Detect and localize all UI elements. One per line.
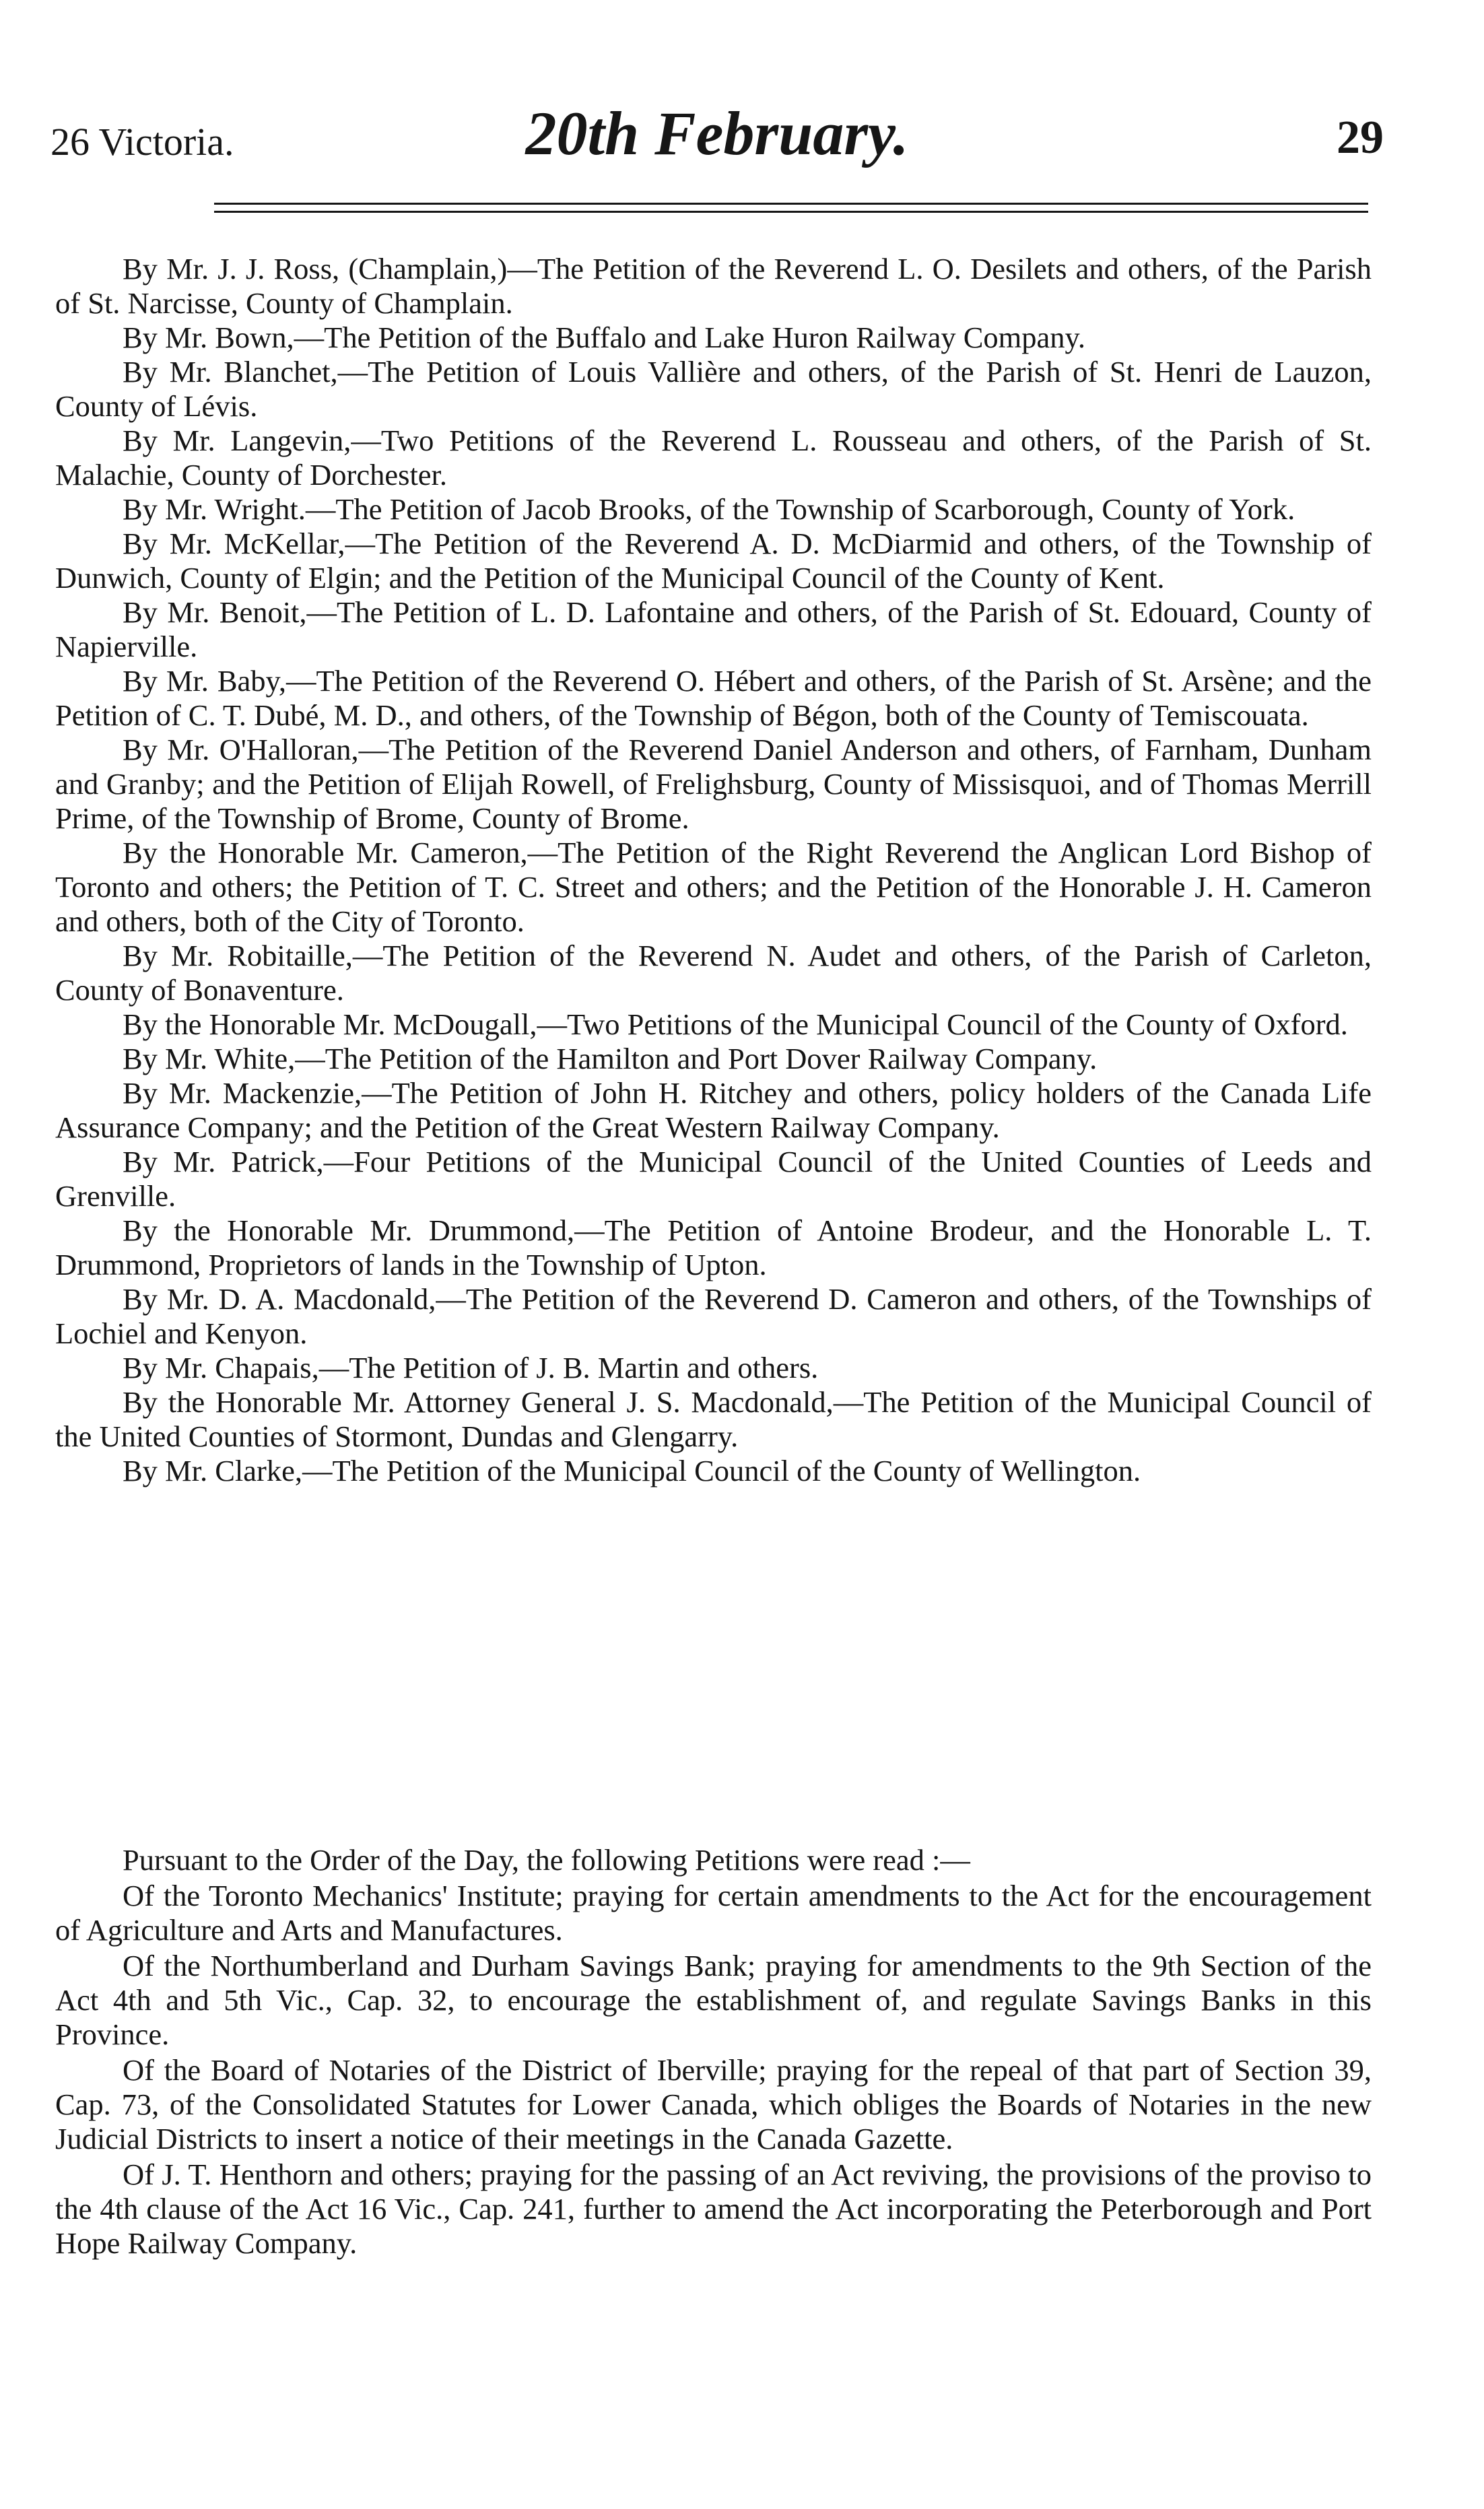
petition-read-paragraph: Of J. T. Henthorn and others; praying for the passing of an Act reviving, the provisions of the proviso to the 4th clause of the Act 16 Vic., Cap. 241, further to amend the Act incorporating the Peterborough and Port Hope Railway Company. [55,2157,1372,2260]
session-label: 26 Victoria. [50,120,234,164]
petition-paragraph: By the Honorable Mr. McDougall,—Two Petitions of the Municipal Council of the County of Oxford. [123,1007,1348,1041]
petitions-presented-section [55,252,1372,1488]
petition-paragraph: By Mr. Patrick,—Four Petitions of the Municipal Council of the United Counties of Leeds and Grenville. [55,1145,1372,1213]
header-rule [214,211,1368,213]
page-date: 20th February. [525,99,909,168]
petition-read-paragraph: Of the Northumberland and Durham Savings Bank; praying for amendments to the 9th Section of the Act 4th and 5th Vic., Cap. 32, to encourage the establishment of, and regulate Savings Banks in this Province. [55,1949,1372,2051]
petition-paragraph: By Mr. O'Halloran,—The Petition of the Reverend Daniel Anderson and others, of Farnham, Dunham and Granby; and the Petition of Elijah Rowell, of Frelighsburg, County of Missisquoi, and of Thomas Merrill Prime, of the Township of Brome, County of Brome. [55,733,1372,835]
petition-paragraph: By Mr. Chapais,—The Petition of J. B. Martin and others. [123,1351,819,1384]
petition-paragraph: By Mr. Mackenzie,—The Petition of John H. Ritchey and others, policy holders of the Canada Life Assurance Company; and the Petition of the Great Western Railway Company. [55,1076,1372,1144]
order-of-day-paragraph: Pursuant to the Order of the Day, the following Petitions were read :— [123,1843,970,1877]
petition-paragraph: By Mr. White,—The Petition of the Hamilton and Port Dover Railway Company. [123,1042,1098,1075]
petition-paragraph: By the Honorable Mr. Cameron,—The Petition of the Right Reverend the Anglican Lord Bishop of Toronto and others; the Petition of T. C. Street and others; and the Petition of the Honorable J. H. Cameron and others, both of the City of Toronto. [55,836,1372,938]
petition-paragraph: By Mr. McKellar,—The Petition of the Reverend A. D. McDiarmid and others, of the Township of Dunwich, County of Elgin; and the Petition of the Municipal Council of the County of Kent. [55,527,1372,595]
petition-paragraph: By the Honorable Mr. Drummond,—The Petition of Antoine Brodeur, and the Honorable L. T. Drummond, Proprietors of lands in the Township of Upton. [55,1213,1372,1281]
petition-paragraph: By Mr. Baby,—The Petition of the Reverend O. Hébert and others, of the Parish of St. Arsène; and the Petition of C. T. Dubé, M. D., and others, of the Township of Bégon, both of the County of Temiscouata. [55,664,1372,732]
petitions-read-section [55,1843,1372,2262]
page-number: 29 [1337,112,1384,164]
petition-paragraph: By Mr. Clarke,—The Petition of the Municipal Council of the County of Wellington. [123,1454,1141,1487]
petition-read-paragraph: Of the Toronto Mechanics' Institute; praying for certain amendments to the Act for the encouragement of Agriculture and Arts and Manufactures. [55,1879,1372,1947]
petition-paragraph: By Mr. Bown,—The Petition of the Buffalo and Lake Huron Railway Company. [123,321,1085,354]
petition-paragraph: By Mr. Robitaille,—The Petition of the Reverend N. Audet and others, of the Parish of Carleton, County of Bonaventure. [55,939,1372,1007]
petition-paragraph: By Mr. Blanchet,—The Petition of Louis Vallière and others, of the Parish of St. Henri de Lauzon, County of Lévis. [55,355,1372,423]
petition-read-paragraph: Of the Board of Notaries of the District of Iberville; praying for the repeal of that part of Section 39, Cap. 73, of the Consolidated Statutes for Lower Canada, which obliges the Boards of Notaries in the new Judicial Districts to insert a notice of their meetings in the Canada Gazette. [55,2053,1372,2155]
petition-paragraph: By Mr. J. J. Ross, (Champlain,)—The Petition of the Reverend L. O. Desilets and others, of the Parish of St. Narcisse, County of Champlain. [55,252,1372,320]
petition-paragraph: By the Honorable Mr. Attorney General J. S. Macdonald,—The Petition of the Municipal Council of the United Counties of Stormont, Dundas and Glengarry. [55,1385,1372,1453]
petition-paragraph: By Mr. D. A. Macdonald,—The Petition of the Reverend D. Cameron and others, of the Townships of Lochiel and Kenyon. [55,1282,1372,1350]
header-rule [214,203,1368,205]
page-header [50,98,1384,172]
petition-paragraph: By Mr. Wright.—The Petition of Jacob Brooks, of the Township of Scarborough, County of York. [123,492,1295,526]
petition-paragraph: By Mr. Langevin,—Two Petitions of the Reverend L. Rousseau and others, of the Parish of St. Malachie, County of Dorchester. [55,424,1372,492]
petition-paragraph: By Mr. Benoit,—The Petition of L. D. Lafontaine and others, of the Parish of St. Edouard, County of Napierville. [55,595,1372,663]
